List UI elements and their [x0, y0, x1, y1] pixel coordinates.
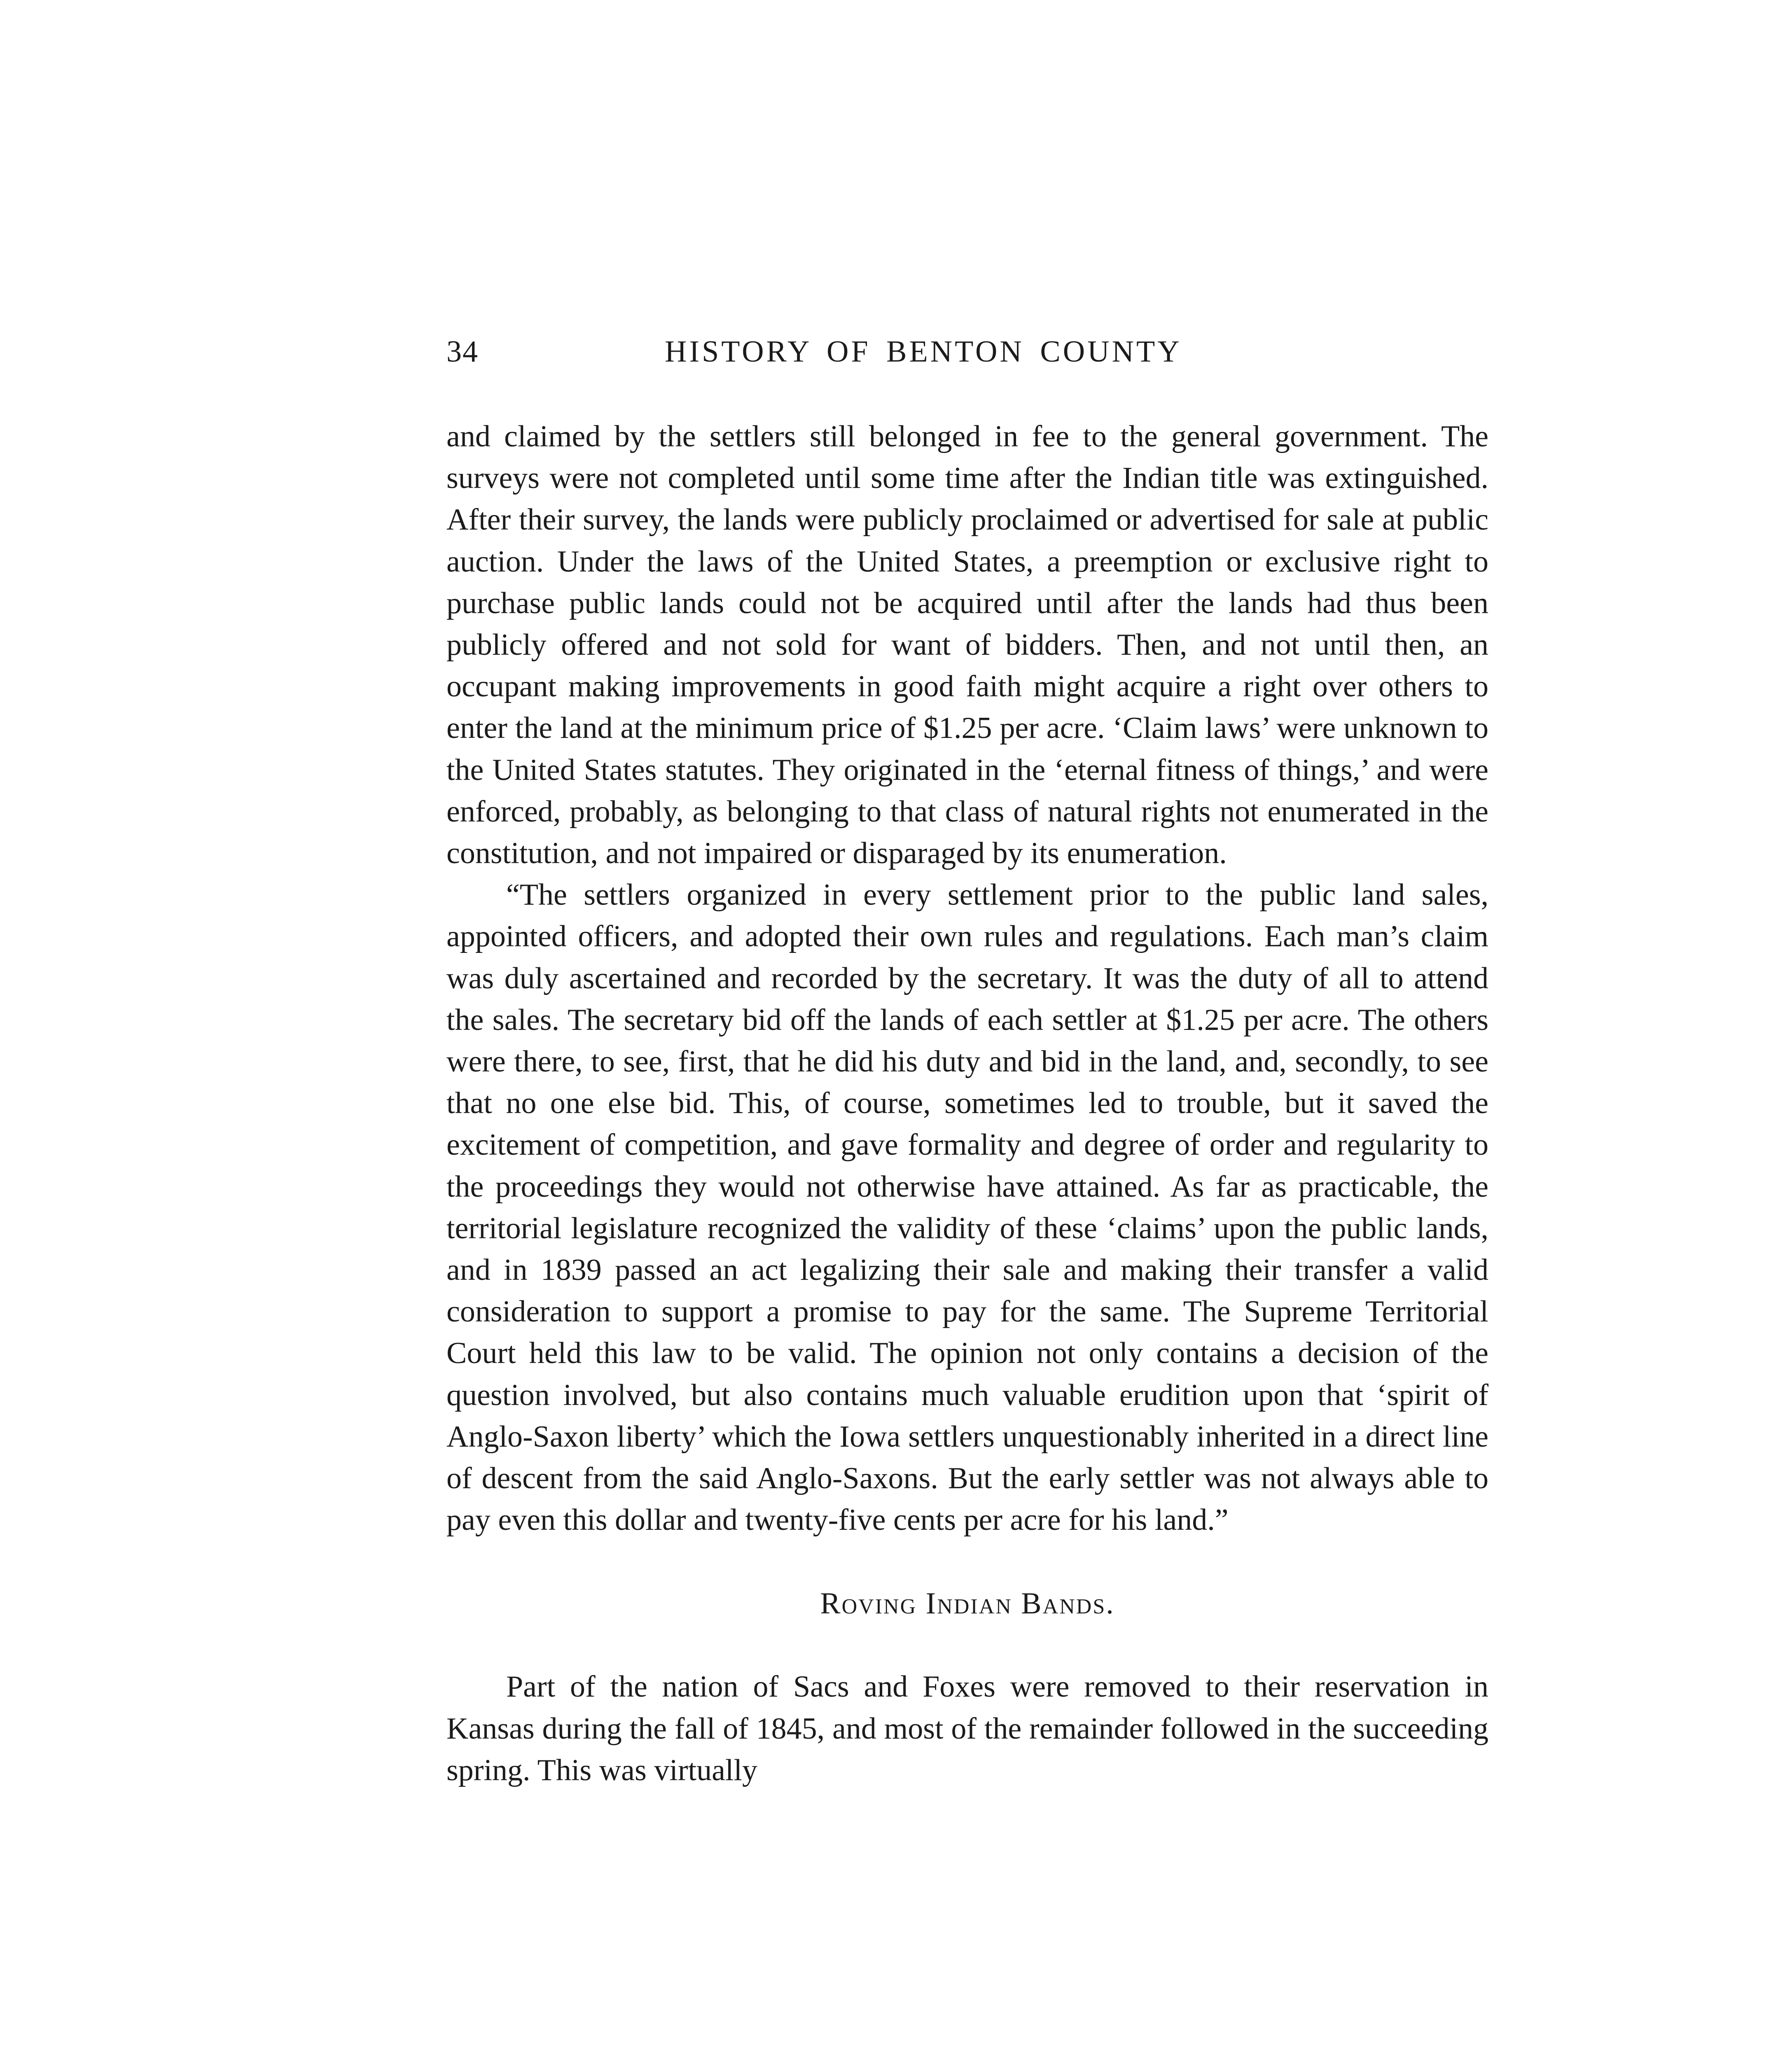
section-heading: Roving Indian Bands. [820, 1587, 1115, 1621]
page-number: 34 [446, 335, 479, 369]
running-head [446, 334, 1488, 376]
paragraph-section-start: Part of the nation of Sacs and Foxes were removed to their reservation in Kansas during the fall of 1845, and most of the remainder followed in the succeeding spring. This was virtually [446, 1670, 1488, 1787]
running-title: HISTORY OF BENTON COUNTY [665, 335, 1182, 369]
body-text [446, 416, 1488, 1791]
paragraph-quote: “The settlers organized in every settlement prior to the public land sales, appointed officers, and adopted their own rules and regulations. Each man’s claim was duly ascertained and recorded by the secretary. It was the duty of all to attend the sales. The secretary bid off the lands of each settler at $1.25 per acre. The others were there, to see, first, that he did his duty and bid in the land, and, secondly, to see that no one else bid. This, of course, sometimes led to trouble, but it saved the excitement of competition, and gave formality and degree of order and regularity to the proceedings they would not otherwise have attained. As far as practicable, the territorial legislature recognized the validity of these ‘claims’ upon the public lands, and in 1839 passed an act legalizing their sale and making their transfer a valid consideration to support a promise to pay for the same. The Supreme Territorial Court held this law to be valid. The opinion not only contains a decision of the question involved, but also contains much valuable erudition upon that ‘spirit of Anglo-Saxon liberty’ which the Iowa settlers unquestionably inherited in a direct line of descent from the said Anglo-Saxons. But the early settler was not always able to pay even this dollar and twenty-five cents per acre for his land.” [446, 878, 1488, 1537]
paragraph-continued: and claimed by the settlers still belonged in fee to the general government. The surveys were not completed until some time after the Indian title was extinguished. After their survey, the lands were publicly proclaimed or advertised for sale at public auction. Under the laws of the United States, a preemption or exclusive right to purchase public lands could not be acquired until after the lands had thus been publicly offered and not sold for want of bidders. Then, and not until then, an occupant making improvements in good faith might acquire a right over others to enter the land at the minimum price of $1.25 per acre. ‘Claim laws’ were unknown to the United States statutes. They originated in the ‘eternal fitness of things,’ and were enforced, probably, as belonging to that class of natural rights not enumerated in the constitution, and not impaired or disparaged by its enumeration. [446, 420, 1488, 871]
